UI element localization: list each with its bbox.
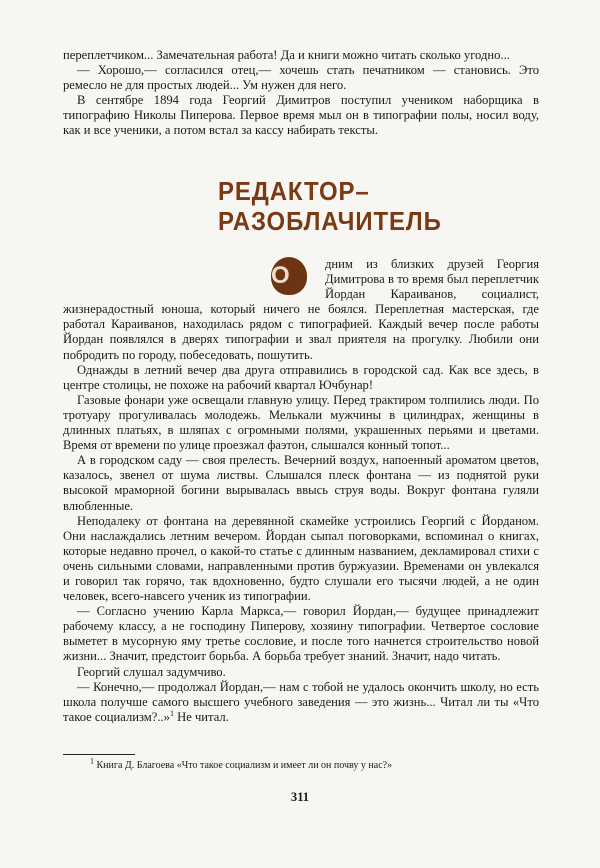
footnote-text: Книга Д. Благоева «Что такое социализм и имеет ли он почву у нас?»: [96, 760, 393, 771]
body-paragraph: А в городском саду — своя прелесть. Вечерний воздух, напоенный ароматом цветов, казалось, звенел от шума листвы. Слышался плеск фонтана — из поднятой руки высокой мраморной богини вырывалась ввысь струя воды. Вокруг фонтана гуляли влюбленные.: [63, 453, 539, 513]
chapter-title-line: РАЗОБЛАЧИТЕЛЬ: [218, 206, 442, 236]
body-paragraph-text: — Конечно,— продолжал Йордан,— нам с тобой не удалось окончить школу, но есть школа получше самого высшего учебного заведения — это жизнь... Читал ли ты «Что такое социализм?..»: [63, 679, 539, 724]
body-paragraph: — Согласно учению Карла Маркса,— говорил Йордан,— будущее принадлежит рабочему классу, а не господину Пиперову, хозяину типографии. Четвертое сословие выметет в мусорную яму третье сословие, и после того начнется строительство новой жизни... Значит, предстоит борьба. А борьба требует знаний. Значит, надо читать.: [63, 604, 539, 664]
body-paragraph: Газовые фонари уже освещали главную улицу. Перед трактиром толпились люди. По тротуару прогуливалась молодежь. Мелькали мужчины в цилиндрах, женщины в длинных платьях, в шляпах с огромными полями, украшенных перьями и цветами. Время от времени по улице проезжал фаэтон, слышался конный топот...: [63, 392, 539, 453]
body-paragraph: Неподалеку от фонтана на деревянной скамейке устроились Георгий с Йорданом. Они наслаждались летним вечером. Йордан сыпал поговорками, вспоминал о книгах, которые недавно прочел, о какой-то статье с длинным названием, декламировал стихи с очень сильными словами, направленными против буржуазии. Временами он увлекался и говорил так горячо, так вдохновенно, будто слушали его тысячи людей, а не один человек, всего-навсего ученик из типографии.: [63, 513, 539, 604]
footnote-marker: 1: [90, 756, 94, 766]
intro-paragraph: переплетчиком... Замечательная работа! Да и книги можно читать сколько угодно...: [63, 48, 510, 62]
footnote-divider: [63, 754, 135, 755]
body-paragraph-text: дним из близких друзей Георгия Димитрова в то время был переплетчик Йордан Караиванов, социалист, жизнерадостный юноша, который ничего не боялся. Переплетная мастерская, где работал Караиванов, находилась рядом с типографией. Каждый вечер после работы Йордан появлялся в дверях типографии и звал приятеля на прогулку. Любили они побродить по городу, побеседовать, пошутить.: [63, 257, 539, 362]
intro-paragraph: — Хорошо,— согласился отец,— хочешь стать печатником — становись. Это ремесло не для простых людей... Ум нужен для него.: [63, 63, 539, 93]
body-paragraph: Георгий слушал задумчиво.: [77, 664, 226, 679]
footnote-reference: 1: [169, 708, 174, 718]
body-paragraph-text: Не читал.: [177, 709, 229, 724]
intro-paragraph: В сентябре 1894 года Георгий Димитров поступил учеником наборщика в типографию Николы Пиперова. Первое время мыл он в типографии полы, носил воду, как и все ученики, а потом встал за кассу набирать тексты.: [63, 93, 539, 138]
dropcap-letter: О: [271, 257, 307, 295]
chapter-title-line: РЕДАКТОР–: [218, 176, 370, 206]
chapter-title: [218, 176, 442, 236]
footnote: [90, 756, 530, 772]
body-paragraph: Однажды в летний вечер два друга отправились в городской сад. Как все здесь, в центре столицы, не похоже на рабочий квартал Ючбунар!: [63, 362, 539, 392]
page-number: 311: [290, 790, 310, 804]
dropcap: [259, 257, 319, 295]
body-paragraph: [63, 680, 539, 725]
intro-text: [63, 48, 539, 139]
chapter-body: [63, 257, 539, 725]
body-paragraph: [63, 257, 539, 363]
